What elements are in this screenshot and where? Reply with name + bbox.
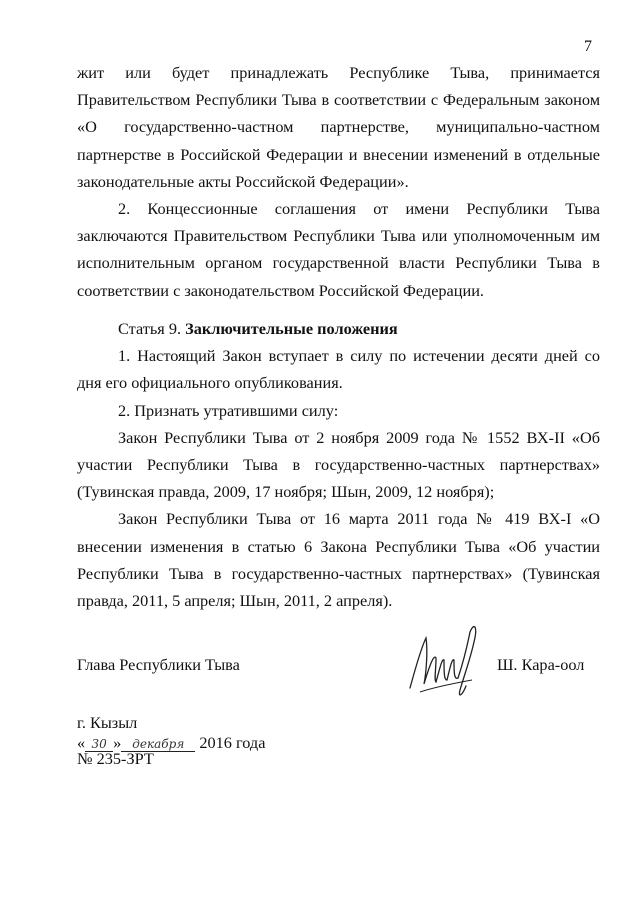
article-9 [77,315,600,614]
body-text [77,59,600,304]
date-day: 30 [85,737,113,752]
date-month: декабря [121,737,195,752]
handwritten-signature [402,618,484,700]
paragraph-concession: 2. Концессионные соглашения от имени Республики Тыва заключаются Правительством Республики Тыва или уполномоченным им исполнительным органом государственной власти Республики Тыва в соответствии с законодательством Российской Федерации. [77,199,600,300]
article-item-1: 1. Настоящий Закон вступает в силу по истечении десяти дней со дня его официального опубликования. [77,346,600,393]
repealed-law-2: Закон Республики Тыва от 16 марта 2011 года № 419 ВХ-I «О внесении изменения в статью 6 Закона Республики Тыва «Об участии Республики Тыва в государственно-частных партнерствах» (Тувинская правда, 2011, 5 апреля; Шын, 2011, 2 апреля). [77,509,600,611]
article-title: Заключительные положения [185,319,398,338]
page-number: 7 [584,38,592,55]
article-item-2: 2. Признать утратившими силу: [118,400,339,420]
city: г. Кызыл [77,713,138,732]
article-prefix: Статья 9. [118,319,182,338]
date-close-quote: » [113,733,122,752]
signatory-name: Ш. Кара-оол [497,655,585,674]
repealed-law-1: Закон Республики Тыва от 2 ноября 2009 года № 1552 ВХ-II «Об участии Республики Тыва в государственно-частных партнерствах» (Тувинская правда, 2009, 17 ноября; Шын, 2009, 12 ноября); [77,427,600,502]
signatory-position: Глава Республики Тыва [77,655,240,674]
date-open-quote: « [77,733,86,752]
article-heading [77,315,600,342]
paragraph-continuation: жит или будет принадлежать Республике Тыва, принимается Правительством Республики Тыва в соответствии с Федеральным законом «О государственно-частном партнерстве, муниципально-частном партнерстве в Российской Федерации и внесении изменений в отдельные законодательные акты Российской Федерации». [77,63,600,191]
law-number: № 235-ЗРТ [77,749,154,768]
date-year: 2016 года [199,733,266,752]
